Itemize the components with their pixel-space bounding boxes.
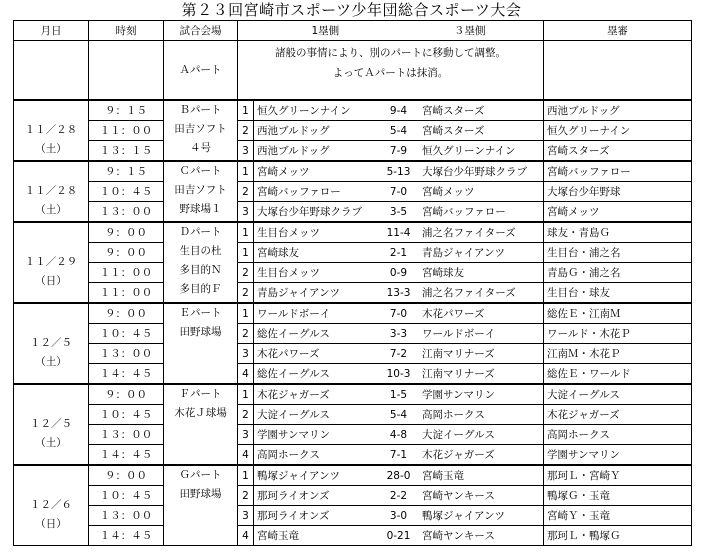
- time: １０：４５: [89, 405, 164, 425]
- matchup: [254, 202, 544, 223]
- third-base-team: 大淀イーグルス: [422, 428, 495, 441]
- time: １３：００: [89, 425, 164, 445]
- page-title: 第２３回宮崎市スポーツ少年団総合スポーツ大会: [181, 1, 522, 19]
- matchup: [254, 283, 544, 304]
- venue-line: Ｃパート: [179, 165, 222, 177]
- first-base-team: 那珂ライオンズ: [257, 489, 330, 502]
- matchup: [254, 445, 544, 466]
- time: ９：１５: [89, 100, 164, 121]
- game-number: 1: [238, 222, 254, 243]
- first-base-team: 那珂ライオンズ: [257, 509, 330, 522]
- umpire: 青島Ｇ・浦之名: [544, 263, 692, 283]
- time: １３：００: [89, 506, 164, 526]
- umpire: 宮崎メッツ: [544, 202, 692, 223]
- game-number: 1: [238, 161, 254, 182]
- game-row: [14, 465, 692, 486]
- umpire: 総佐Ｅ・江南Ｍ: [544, 303, 692, 324]
- venue-line: 田吉ソフト: [174, 184, 227, 196]
- game-row: [14, 121, 692, 141]
- game-row: [14, 202, 692, 223]
- umpire: 学園サンマリン: [544, 445, 692, 466]
- game-row: [14, 243, 692, 263]
- first-base-team: 大塚台少年野球クラブ: [257, 205, 362, 218]
- first-base-team: 宮崎球友: [257, 246, 299, 259]
- first-base-team: 宮崎玉竜: [257, 529, 299, 542]
- umpire: 球友・青島Ｇ: [544, 222, 692, 243]
- score: 7-2: [389, 347, 408, 360]
- game-row: [14, 506, 692, 526]
- date-cell: [14, 465, 89, 546]
- venue-line: Ｆパート: [179, 388, 222, 400]
- venue-cell: [164, 384, 238, 465]
- third-base-team: 青島ジャイアンツ: [422, 246, 506, 259]
- time: １１：００: [89, 263, 164, 283]
- time: １４：４５: [89, 364, 164, 385]
- score: 4-8: [389, 428, 408, 441]
- date: １２／５: [30, 337, 72, 349]
- game-number: 2: [238, 283, 254, 304]
- umpire: 那珂Ｌ・鴨塚Ｇ: [544, 526, 692, 546]
- venue-line: 多目的Ｆ: [179, 283, 222, 295]
- third-base-team: 宮崎玉竜: [422, 469, 464, 482]
- venue-line: ４号: [190, 142, 211, 154]
- third-base-team: 木花ジャガーズ: [422, 448, 495, 461]
- first-base-team: 鴨塚ジャイアンツ: [257, 469, 341, 482]
- matchup: [254, 243, 544, 263]
- game-number: 2: [238, 263, 254, 283]
- matchup: [254, 222, 544, 243]
- first-base-team: 木花パワーズ: [257, 347, 320, 360]
- game-row: [14, 405, 692, 425]
- notice-line-2: よってＡパートは抹消。: [332, 67, 449, 79]
- score: 5-4: [389, 124, 408, 137]
- umpire: 大塚台少年野球: [544, 182, 692, 202]
- date: １２／６: [30, 499, 72, 511]
- score: 28-0: [386, 469, 411, 482]
- game-number: 1: [238, 100, 254, 121]
- game-number: 2: [238, 486, 254, 506]
- time: １０：４５: [89, 486, 164, 506]
- weekday: （土）: [35, 356, 67, 368]
- time: １４：４５: [89, 445, 164, 466]
- venue-line: 田野球場: [179, 326, 222, 338]
- venue-cell: [164, 161, 238, 222]
- game-number: 3: [238, 425, 254, 445]
- venue-line: Ｄパート: [179, 226, 222, 238]
- first-base-team: 総佐イーグルス: [257, 367, 330, 380]
- first-base-team: 生目台メッツ: [257, 266, 320, 279]
- date-cell: [14, 100, 89, 161]
- score: 2-2: [389, 489, 408, 502]
- matchup: [254, 121, 544, 141]
- venue-line: 木花Ｊ球場: [174, 407, 227, 419]
- venue-line: Ｂパート: [179, 104, 222, 116]
- umpire: 宮崎スターズ: [544, 141, 692, 162]
- score: 5-13: [386, 165, 411, 178]
- time: １０：４５: [89, 324, 164, 344]
- venue-cell: [164, 100, 238, 161]
- umpire: 江南Ｍ・木花Ｐ: [544, 344, 692, 364]
- first-base-team: 西池ブルドッグ: [257, 144, 330, 157]
- venue-line: Ｇパート: [179, 469, 222, 481]
- time: １１：００: [89, 283, 164, 304]
- first-base-team: 青島ジャイアンツ: [257, 286, 341, 299]
- umpire: 宮崎バッファロー: [544, 161, 692, 182]
- notice-venue: Ａパート: [164, 41, 238, 101]
- umpire: 木花ジャガーズ: [544, 405, 692, 425]
- time: １０：４５: [89, 182, 164, 202]
- header-row: [14, 21, 692, 41]
- first-base-team: 高岡ホークス: [257, 448, 320, 461]
- date-cell: [14, 384, 89, 465]
- notice-row: [14, 41, 692, 101]
- third-base-team: 恒久グリーンナイン: [422, 144, 516, 157]
- time: ９：００: [89, 222, 164, 243]
- score: 7-0: [389, 185, 408, 198]
- matchup: [254, 506, 544, 526]
- first-base-team: 大淀イーグルス: [257, 408, 330, 421]
- game-number: 2: [238, 405, 254, 425]
- game-row: [14, 182, 692, 202]
- game-number: 2: [238, 182, 254, 202]
- header-umpire: 塁審: [544, 21, 692, 41]
- date-cell: [14, 222, 89, 303]
- game-row: [14, 445, 692, 466]
- matchup: [254, 100, 544, 121]
- schedule-table: [13, 20, 692, 546]
- score: 7-9: [389, 144, 408, 157]
- game-number: 3: [238, 202, 254, 223]
- third-base-team: 宮崎球友: [422, 266, 464, 279]
- game-number: 4: [238, 445, 254, 466]
- score: 13-3: [386, 286, 411, 299]
- score: 2-1: [389, 246, 408, 259]
- umpire: 生目台・球友: [544, 283, 692, 304]
- time: ９：００: [89, 384, 164, 405]
- game-number: 4: [238, 364, 254, 385]
- matchup: [254, 263, 544, 283]
- date: １１／２９: [24, 256, 78, 268]
- game-number: 4: [238, 526, 254, 546]
- matchup: [254, 344, 544, 364]
- game-row: [14, 222, 692, 243]
- venue-line: 多目的Ｎ: [179, 264, 222, 276]
- score: 7-0: [389, 307, 408, 320]
- date: １２／５: [30, 418, 72, 430]
- time: １３：００: [89, 202, 164, 223]
- time: １４：４５: [89, 526, 164, 546]
- venue-line: 田野球場: [179, 488, 222, 500]
- matchup: [254, 526, 544, 546]
- matchup: [254, 425, 544, 445]
- header-time: 時刻: [89, 21, 164, 41]
- first-base-team: 宮崎メッツ: [257, 165, 310, 178]
- third-base-team: 江南マリナーズ: [422, 347, 495, 360]
- third-base-team: 宮崎メッツ: [422, 185, 475, 198]
- first-base-team: 総佐イーグルス: [257, 327, 330, 340]
- header-game: [238, 21, 544, 41]
- matchup: [254, 324, 544, 344]
- score: 3-3: [389, 327, 408, 340]
- game-number: 2: [238, 324, 254, 344]
- date-cell: [14, 161, 89, 222]
- third-base-team: 大塚台少年野球クラブ: [422, 165, 527, 178]
- game-number: 2: [238, 121, 254, 141]
- score: 0-9: [389, 266, 408, 279]
- notice-line-1: 諸般の事情により、別のパートに移動して調整。: [275, 47, 506, 59]
- score: 1-5: [389, 388, 408, 401]
- game-number: 3: [238, 506, 254, 526]
- header-first-base: 1塁側: [311, 24, 340, 37]
- game-row: [14, 384, 692, 405]
- game-row: [14, 526, 692, 546]
- time: １１：００: [89, 121, 164, 141]
- weekday: （日）: [35, 275, 67, 287]
- venue-cell: [164, 465, 238, 546]
- time: ９：１５: [89, 161, 164, 182]
- game-row: [14, 100, 692, 121]
- score: 3-5: [389, 205, 408, 218]
- third-base-team: 宮崎スターズ: [422, 124, 485, 137]
- date: １１／２８: [24, 124, 78, 136]
- game-number: 1: [238, 243, 254, 263]
- third-base-team: 江南マリナーズ: [422, 367, 495, 380]
- third-base-team: 浦之名ファイターズ: [422, 286, 516, 299]
- score: 9-4: [389, 104, 408, 117]
- third-base-team: 高岡ホークス: [422, 408, 485, 421]
- time: ９：００: [89, 243, 164, 263]
- umpire: 高岡ホークス: [544, 425, 692, 445]
- weekday: （土）: [35, 204, 67, 216]
- game-row: [14, 324, 692, 344]
- date: １１／２８: [24, 185, 78, 197]
- venue-line: 田吉ソフト: [174, 123, 227, 135]
- first-base-team: 宮崎バッファロー: [257, 185, 341, 198]
- game-number: 1: [238, 303, 254, 324]
- venue-line: 生目の杜: [179, 245, 222, 257]
- matchup: [254, 405, 544, 425]
- header-venue: 試合会場: [164, 21, 238, 41]
- third-base-team: 木花パワーズ: [422, 307, 485, 320]
- date-cell: [14, 303, 89, 384]
- umpire: 総佐Ｅ・ワールド: [544, 364, 692, 385]
- game-row: [14, 263, 692, 283]
- third-base-team: 宮崎バッファロー: [422, 205, 506, 218]
- weekday: （土）: [35, 437, 67, 449]
- first-base-team: ワールドボーイ: [257, 307, 331, 320]
- umpire: 西池ブルドッグ: [544, 100, 692, 121]
- third-base-team: 学園サンマリン: [422, 388, 495, 401]
- umpire: 生目台・浦之名: [544, 243, 692, 263]
- third-base-team: 鴨塚ジャイアンツ: [422, 509, 506, 522]
- weekday: （土）: [35, 143, 67, 155]
- first-base-team: 生目台メッツ: [257, 226, 320, 239]
- game-row: [14, 161, 692, 182]
- first-base-team: 恒久グリーンナイン: [257, 104, 351, 117]
- time: ９：００: [89, 303, 164, 324]
- umpire: ワールド・木花Ｐ: [544, 324, 692, 344]
- score: 7-1: [389, 448, 408, 461]
- score: 0-21: [386, 529, 411, 542]
- score: 10-3: [386, 367, 411, 380]
- matchup: [254, 465, 544, 486]
- game-number: 1: [238, 465, 254, 486]
- game-row: [14, 486, 692, 506]
- venue-line: 野球場１: [179, 203, 222, 215]
- time: １３：１５: [89, 141, 164, 162]
- first-base-team: 木花ジャガーズ: [257, 388, 330, 401]
- umpire: 宮崎Ｙ・玉竜: [544, 506, 692, 526]
- third-base-team: ワールドボーイ: [422, 327, 496, 340]
- umpire: 大淀イーグルス: [544, 384, 692, 405]
- game-row: [14, 344, 692, 364]
- game-row: [14, 141, 692, 162]
- third-base-team: 浦之名ファイターズ: [422, 226, 516, 239]
- time: １３：００: [89, 344, 164, 364]
- matchup: [254, 364, 544, 385]
- game-number: 1: [238, 384, 254, 405]
- game-number: 3: [238, 344, 254, 364]
- game-row: [14, 283, 692, 304]
- umpire: 鴨塚Ｇ・玉竜: [544, 486, 692, 506]
- score: 3-0: [389, 509, 408, 522]
- matchup: [254, 182, 544, 202]
- matchup: [254, 141, 544, 162]
- header-date: 月日: [14, 21, 89, 41]
- game-row: [14, 364, 692, 385]
- notice-text: [238, 41, 544, 101]
- third-base-team: 宮崎ヤンキース: [422, 529, 495, 542]
- umpire: 那珂Ｌ・宮崎Ｙ: [544, 465, 692, 486]
- venue-cell: [164, 222, 238, 303]
- matchup: [254, 303, 544, 324]
- third-base-team: 宮崎ヤンキース: [422, 489, 495, 502]
- first-base-team: 学園サンマリン: [257, 428, 330, 441]
- score: 5-4: [389, 408, 408, 421]
- score: 11-4: [386, 226, 411, 239]
- umpire: 恒久グリーナイン: [544, 121, 692, 141]
- game-number: 3: [238, 141, 254, 162]
- third-base-team: 宮崎スターズ: [422, 104, 485, 117]
- matchup: [254, 384, 544, 405]
- venue-line: Ｅパート: [179, 307, 222, 319]
- weekday: （日）: [35, 518, 67, 530]
- time: ９：００: [89, 465, 164, 486]
- game-row: [14, 303, 692, 324]
- header-third-base: ３塁側: [454, 24, 486, 37]
- first-base-team: 西池ブルドッグ: [257, 124, 330, 137]
- matchup: [254, 486, 544, 506]
- venue-cell: [164, 303, 238, 384]
- matchup: [254, 161, 544, 182]
- game-row: [14, 425, 692, 445]
